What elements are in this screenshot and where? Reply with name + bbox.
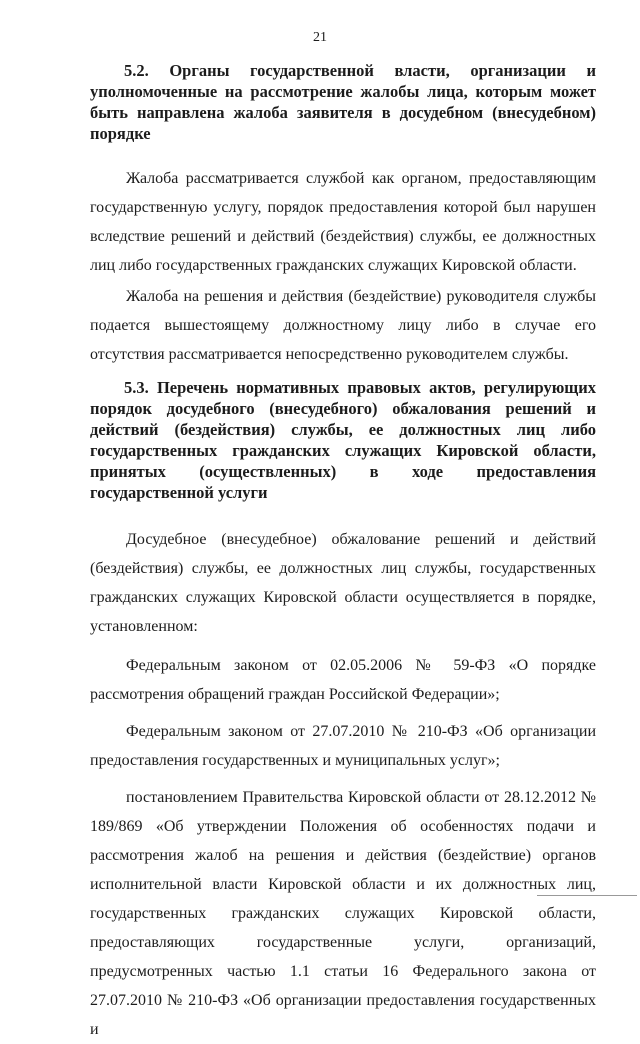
section-heading-5-2: 5.2. Органы государственной власти, организации и уполномоченные на рассмотрение жалобы лица, которым может быть направлена жалоба заявителя в досудебном (внесудебном) порядке xyxy=(90,61,596,143)
paragraph-appeal-intro: Досудебное (внесудебное) обжалование решений и действий (бездействия) службы, ее должностных лиц службы, государственных гражданских служащих Кировской области осуществляется в порядке, установленном: xyxy=(90,531,596,635)
paragraph-complaint-head: Жалоба на решения и действия (бездействие) руководителя службы подается вышестоящему должностному лицу либо в случае его отсутствия рассматривается непосредственно руководителем службы. xyxy=(90,288,596,363)
paragraph-complaint-review: Жалоба рассматривается службой как органом, предоставляющим государственную услугу, порядок предоставления которой был нарушен вследствие решений и действий (бездействия) службы, ее должностных лиц либо государственных гражданских служащих Кировской области. xyxy=(90,170,596,274)
list-item-resolution-189: постановлением Правительства Кировской области от 28.12.2012 № 189/869 «Об утверждении Положения об особенностях подачи и рассмотрения жалоб на решения и действия (бездействие) органов исполнительной власти Кировской области и их должностных лиц, государственных гражданских служащих Кировской области, предоставляющих государственные услуги, организаций, предусмотренных частью 1.1 статьи 16 Федерального закона от 27.07.2010 № 210-ФЗ «Об организации предоставления государственных и xyxy=(90,789,596,1038)
scan-line-mark xyxy=(537,895,637,896)
section-heading-5-3: 5.3. Перечень нормативных правовых актов, регулирующих порядок досудебного (внесудебного) обжалования решений и действий (бездействия) службы, ее должностных лиц либо государственных гражданских служащих Кировской области, принятых (осуществленных) в ходе предоставления государственной услуги xyxy=(90,378,596,502)
page-content xyxy=(90,60,596,1044)
list-item-law-210: Федеральным законом от 27.07.2010 № 210-ФЗ «Об организации предоставления государственных и муниципальных услуг»; xyxy=(90,723,596,769)
list-item-law-59: Федеральным законом от 02.05.2006 № 59-ФЗ «О порядке рассмотрения обращений граждан Российской Федерации»; xyxy=(90,657,596,703)
page-number: 21 xyxy=(313,30,327,45)
